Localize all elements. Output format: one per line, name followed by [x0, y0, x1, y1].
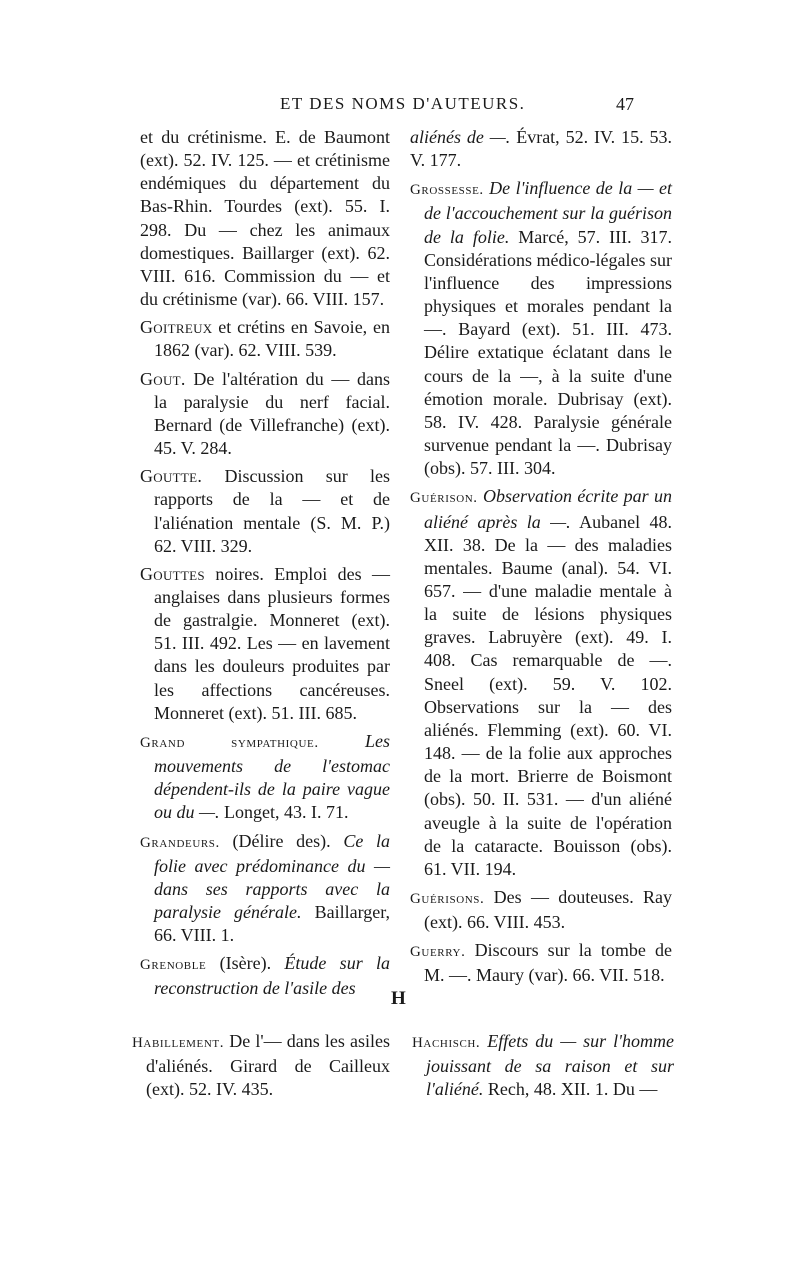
- entry-headword: Gout.: [140, 368, 186, 389]
- entry-title: De l'influence de la — et de l'accouchement sur la guérison de la folie.: [424, 178, 672, 247]
- entry-headword: Goutte.: [140, 466, 203, 487]
- entry-headword: Grenoble: [140, 957, 207, 974]
- entry-title: aliénés de —.: [410, 127, 511, 147]
- entry-headword: Gouttes: [140, 563, 205, 584]
- section-letter: H: [391, 988, 406, 1009]
- index-entry: Guérison. Observation écrite par un aliéné après la —. Aubanel 48. XII. 38. De la — des maladies mentales. Baume (anal). 54. VI. 657. — d'une maladie mentale à la suite de lésions physiques graves. Labruyère (ext). 49. I. 408. Cas remarquable de —. Sneel (ext). 59. V. 102. Observations sur la — des aliénés. Flemming (ext). 60. VI. 148. — de la folie aux approches de la mort. Brierre de Boismont (obs). 50. II. 531. — d'un aliéné aveugle à la suite de l'opération de la cataracte. Bouisson (obs). 61. VII. 194.: [410, 486, 672, 879]
- entry-headword: Grand sympathique.: [140, 734, 319, 751]
- index-entry: Guérisons. Des — douteuses. Ray (ext). 66. VIII. 453.: [410, 887, 672, 933]
- index-entry: Guerry. Discours sur la tombe de M. —. Maury (var). 66. VII. 518.: [410, 940, 672, 986]
- left-column: [140, 126, 390, 1006]
- page-number: 47: [616, 94, 634, 114]
- index-entry: Goutte. Discussion sur les rapports de la — et de l'aliénation mentale (S. M. P.) 62. VIII. 329.: [140, 466, 390, 556]
- entry-headword: Guerry.: [410, 944, 466, 961]
- running-head: [0, 94, 800, 118]
- index-entry: Gout. De l'altération du — dans la paralysie du nerf facial. Bernard (de Villefranche) (ext). 45. V. 284.: [140, 368, 390, 459]
- entry-title: Effets du — sur l'homme jouissant de sa raison et sur l'aliéné.: [426, 1031, 674, 1100]
- entry-title: Observation écrite par un aliéné après la —.: [424, 486, 672, 532]
- index-entry: Grossesse. De l'influence de la — et de l'accouchement sur la guérison de la folie. Marcé, 57. III. 317. Considérations médico-légales sur l'influence des impressions physiques et morales pendant la —. Bayard (ext). 51. III. 473. Délire extatique éclatant dans le cours de la —, à la suite d'une émotion morale. Dubrisay (ext). 58. IV. 428. Paralysie générale survenue pendant la —. Dubrisay (obs). 57. III. 304.: [410, 178, 673, 479]
- running-title: ET DES NOMS D'AUTEURS.: [280, 94, 526, 113]
- entry-title: Les mouvements de l'estomac dépendent-ils de la paire vague ou du —.: [154, 730, 390, 823]
- entry-title: Étude sur la reconstruction de l'asile des: [154, 953, 390, 999]
- index-entry: aliénés de —. Évrat, 52. IV. 15. 53. V. 177.: [410, 127, 672, 171]
- entry-headword: Hachisch.: [412, 1035, 481, 1051]
- index-entry: Grandeurs. (Délire des). Ce la folie avec prédominance du — dans ses rapports avec la paralysie générale. Baillarger, 66. VIII. 1.: [140, 830, 391, 946]
- bottom-left-column: [132, 1030, 390, 1106]
- index-entry: Habillement. De l'— dans les asiles d'aliénés. Girard de Cailleux (ext). 52. IV. 435.: [132, 1031, 390, 1100]
- index-entry: Grenoble (Isère). Étude sur la reconstruction de l'asile des: [140, 953, 390, 999]
- bottom-right-column: [412, 1030, 674, 1106]
- index-entry: et du crétinisme. E. de Baumont (ext). 52. IV. 125. — et crétinisme endémiques du département du Bas-Rhin. Tourdes (ext). 55. I. 298. Du — chez les animaux domestiques. Baillarger (ext). 62. VIII. 616. Commission du — et du crétinisme (var). 66. VIII. 157.: [140, 127, 390, 310]
- index-entry: Goitreux et crétins en Savoie, en 1862 (var). 62. VIII. 539.: [140, 317, 390, 361]
- entry-headword: Goitreux: [140, 317, 213, 338]
- entry-headword: Guérison.: [410, 490, 478, 507]
- entry-headword: Habillement.: [132, 1035, 225, 1051]
- entry-headword: Guérisons.: [410, 891, 485, 907]
- index-entry: Grand sympathique. Les mouvements de l'estomac dépendent-ils de la paire vague ou du —. Longet, 43. I. 71.: [140, 730, 390, 823]
- index-entry: Gouttes noires. Emploi des — anglaises dans plusieurs formes de gastralgie. Monneret (ext). 51. III. 492. Les — en lavement dans les douleurs produites par les affections cancéreuses. Monneret (ext). 51. III. 685.: [140, 563, 390, 723]
- right-column: [410, 126, 672, 993]
- index-entry: Hachisch. Effets du — sur l'homme jouissant de sa raison et sur l'aliéné. Rech, 48. XII. 1. Du —: [412, 1031, 674, 1100]
- entry-headword: Grandeurs.: [140, 834, 220, 851]
- entry-title: Ce la folie avec prédominance du — dans ses rapports avec la paralysie générale.: [154, 830, 390, 922]
- entry-headword: Grossesse.: [410, 182, 484, 199]
